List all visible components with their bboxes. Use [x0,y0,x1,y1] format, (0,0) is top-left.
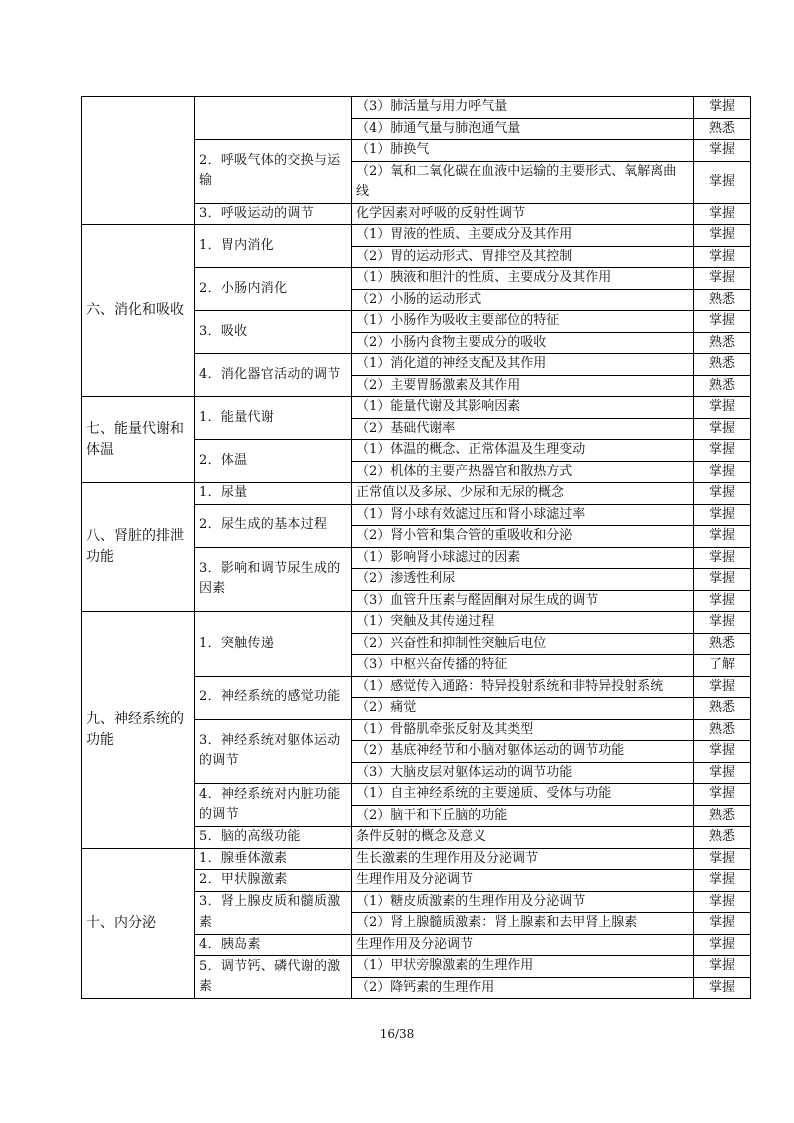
topic-cell: 2．体温 [195,440,352,483]
requirement-cell: 掌握 [694,483,751,505]
topic-cell: 4．消化器官活动的调节 [195,354,352,397]
unit-cell: 九、神经系统的功能 [82,612,195,849]
content-cell: （1）肺换气 [352,140,694,162]
requirement-cell: 掌握 [694,161,751,203]
topic-cell: 2．神经系统的感觉功能 [195,676,352,719]
requirement-cell: 掌握 [694,461,751,483]
requirement-cell: 掌握 [694,676,751,698]
unit-cell: 十、内分泌 [82,848,195,999]
requirement-cell: 熟悉 [694,633,751,655]
topic-cell: 1．胃内消化 [195,225,352,268]
content-cell: （1）胰液和胆汁的性质、主要成分及其作用 [352,268,694,290]
content-cell: （4）肺通气量与肺泡通气量 [352,118,694,140]
requirement-cell: 掌握 [694,547,751,569]
content-cell: （2）降钙素的生理作用 [352,977,694,999]
content-cell: （1）甲状旁腺激素的生理作用 [352,956,694,978]
topic-cell: 5．脑的高级功能 [195,827,352,849]
content-cell: （3）肺活量与用力呼气量 [352,97,694,119]
table-row [82,225,751,247]
content-cell: 生理作用及分泌调节 [352,870,694,892]
content-cell: 生理作用及分泌调节 [352,934,694,956]
topic-cell: 4．胰岛素 [195,934,352,956]
table-row [82,848,751,870]
content-cell: （2）渗透性利尿 [352,569,694,591]
content-cell: （1）感觉传入通路：特异投射系统和非特异投射系统 [352,676,694,698]
requirement-cell: 掌握 [694,225,751,247]
content-cell: （3）大脑皮层对躯体运动的调节功能 [352,762,694,784]
topic-cell: 3．神经系统对躯体运动的调节 [195,719,352,784]
content-cell: （2）胃的运动形式、胃排空及其控制 [352,246,694,268]
content-cell: （1）胃液的性质、主要成分及其作用 [352,225,694,247]
content-cell: （2）小肠的运动形式 [352,289,694,311]
content-cell: （1）消化道的神经支配及其作用 [352,354,694,376]
requirement-cell: 了解 [694,655,751,677]
requirement-cell: 熟悉 [694,354,751,376]
content-cell: （2）肾小管和集合管的重吸收和分泌 [352,526,694,548]
topic-cell: 2．甲状腺激素 [195,870,352,892]
requirement-cell: 掌握 [694,440,751,462]
requirement-cell: 掌握 [694,311,751,333]
requirement-cell: 熟悉 [694,289,751,311]
content-cell: （3）血管升压素与醛固酮对尿生成的调节 [352,590,694,612]
requirement-cell: 掌握 [694,870,751,892]
content-cell: （2）机体的主要产热器官和散热方式 [352,461,694,483]
content-cell: （2）肾上腺髓质激素：肾上腺素和去甲肾上腺素 [352,913,694,935]
requirement-cell: 掌握 [694,569,751,591]
topic-cell: 3．影响和调节尿生成的因素 [195,547,352,612]
requirement-cell: 掌握 [694,762,751,784]
requirement-cell: 掌握 [694,268,751,290]
requirement-cell: 熟悉 [694,719,751,741]
requirement-cell: 掌握 [694,246,751,268]
content-cell: 生长激素的生理作用及分泌调节 [352,848,694,870]
requirement-cell: 掌握 [694,504,751,526]
requirement-cell: 熟悉 [694,827,751,849]
content-cell: （1）小肠作为吸收主要部位的特征 [352,311,694,333]
content-cell: （1）体温的概念、正常体温及生理变动 [352,440,694,462]
topic-cell: 1．能量代谢 [195,397,352,440]
topic-cell: 3．肾上腺皮质和髓质激素 [195,891,352,934]
requirement-cell: 掌握 [694,590,751,612]
requirement-cell: 熟悉 [694,375,751,397]
requirement-cell: 掌握 [694,891,751,913]
content-cell: （2）脑干和下丘脑的功能 [352,805,694,827]
topic-cell: 5．调节钙、磷代谢的激素 [195,956,352,999]
requirement-cell: 掌握 [694,203,751,225]
requirement-cell: 熟悉 [694,698,751,720]
topic-cell: 1．腺垂体激素 [195,848,352,870]
requirement-cell: 掌握 [694,913,751,935]
content-cell: （2）氧和二氧化碳在血液中运输的主要形式、氧解离曲线 [352,161,694,203]
requirement-cell: 掌握 [694,956,751,978]
table-row [82,397,751,419]
requirement-cell: 掌握 [694,848,751,870]
requirement-cell: 掌握 [694,784,751,806]
requirement-cell: 熟悉 [694,118,751,140]
content-cell: （2）痛觉 [352,698,694,720]
content-cell: （3）中枢兴奋传播的特征 [352,655,694,677]
requirement-cell: 熟悉 [694,805,751,827]
content-cell: （1）能量代谢及其影响因素 [352,397,694,419]
topic-cell: 2．小肠内消化 [195,268,352,311]
content-cell: （1）骨骼肌牵张反射及其类型 [352,719,694,741]
requirement-cell: 熟悉 [694,332,751,354]
requirement-cell: 掌握 [694,397,751,419]
topic-cell: 1．尿量 [195,483,352,505]
content-cell: （2）基底神经节和小脑对躯体运动的调节功能 [352,741,694,763]
content-cell: （1）肾小球有效滤过压和肾小球滤过率 [352,504,694,526]
content-cell: （1）糖皮质激素的生理作用及分泌调节 [352,891,694,913]
requirement-cell: 掌握 [694,526,751,548]
content-cell: （2）主要胃肠激素及其作用 [352,375,694,397]
table-row [82,483,751,505]
content-cell: （2）基础代谢率 [352,418,694,440]
requirement-cell: 掌握 [694,977,751,999]
content-cell: （1）影响肾小球滤过的因素 [352,547,694,569]
topic-cell: 4．神经系统对内脏功能的调节 [195,784,352,827]
content-cell: 化学因素对呼吸的反射性调节 [352,203,694,225]
unit-cell: 七、能量代谢和体温 [82,397,195,483]
content-cell: （1）突触及其传递过程 [352,612,694,634]
content-cell: （2）兴奋性和抑制性突触后电位 [352,633,694,655]
topic-cell: 3．吸收 [195,311,352,354]
table-row [82,612,751,634]
topic-cell: 2．呼吸气体的交换与运输 [195,140,352,204]
content-cell: （2）小肠内食物主要成分的吸收 [352,332,694,354]
requirement-cell: 掌握 [694,97,751,119]
unit-cell: 六、消化和吸收 [82,225,195,397]
content-cell: 正常值以及多尿、少尿和无尿的概念 [352,483,694,505]
syllabus-table [81,96,751,999]
requirement-cell: 掌握 [694,140,751,162]
table-row [82,97,751,119]
requirement-cell: 掌握 [694,612,751,634]
topic-cell: 2．尿生成的基本过程 [195,504,352,547]
requirement-cell: 掌握 [694,741,751,763]
content-cell: （1）自主神经系统的主要递质、受体与功能 [352,784,694,806]
requirement-cell: 掌握 [694,934,751,956]
topic-cell: 1．突触传递 [195,612,352,677]
unit-cell: 八、肾脏的排泄功能 [82,483,195,612]
topic-cell [195,97,352,140]
requirement-cell: 掌握 [694,418,751,440]
page-number: 16/38 [379,1027,415,1041]
content-cell: 条件反射的概念及意义 [352,827,694,849]
unit-cell [82,97,195,225]
topic-cell: 3．呼吸运动的调节 [195,203,352,225]
